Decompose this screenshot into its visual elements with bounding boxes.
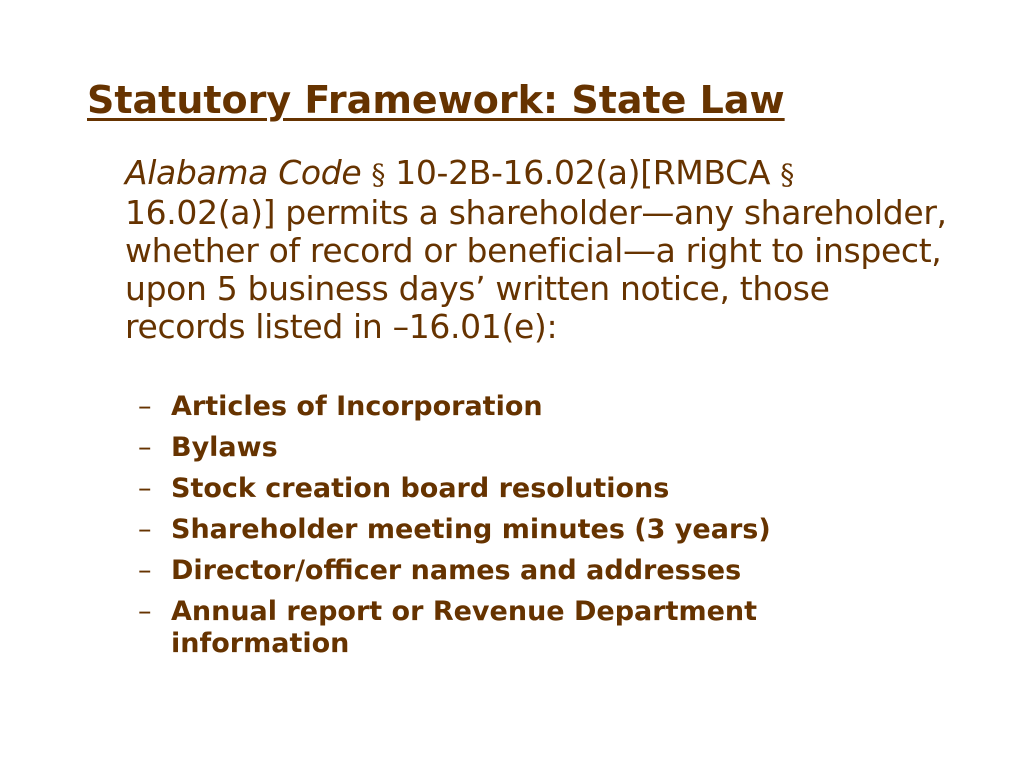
dash-bullet: – <box>138 432 152 463</box>
record-label: Annual report or Revenue Department information <box>171 596 758 659</box>
statute-paragraph <box>125 154 947 346</box>
list-item <box>138 432 858 464</box>
code-name: Alabama Code <box>125 153 362 192</box>
dash-bullet: – <box>138 596 152 627</box>
records-list <box>138 391 858 669</box>
section-symbol: § <box>371 158 386 191</box>
record-label: Shareholder meeting minutes (3 years) <box>171 514 771 545</box>
slide-title: Statutory Framework: State Law <box>87 78 785 122</box>
dash-bullet: – <box>138 514 152 545</box>
record-label: Director/officer names and addresses <box>171 555 742 586</box>
list-item <box>138 555 858 587</box>
section-symbol-2: § <box>780 158 794 191</box>
dash-bullet: – <box>138 473 152 504</box>
list-item <box>138 596 858 660</box>
record-label: Articles of Incorporation <box>171 391 543 422</box>
statute-text-part-2: 16.02(a)] permits a shareholder—any shareholder, whether of record or beneficial—a right to inspect, upon 5 business days’ written notice, those records listed in –16.01(e): <box>125 193 947 346</box>
record-label: Bylaws <box>171 432 278 463</box>
dash-bullet: – <box>138 391 152 422</box>
list-item <box>138 514 858 546</box>
list-item <box>138 473 858 505</box>
list-item <box>138 391 858 423</box>
statute-text-part-1: 10-2B-16.02(a)[RMBCA <box>385 153 781 192</box>
dash-bullet: – <box>138 555 152 586</box>
record-label: Stock creation board resolutions <box>171 473 670 504</box>
